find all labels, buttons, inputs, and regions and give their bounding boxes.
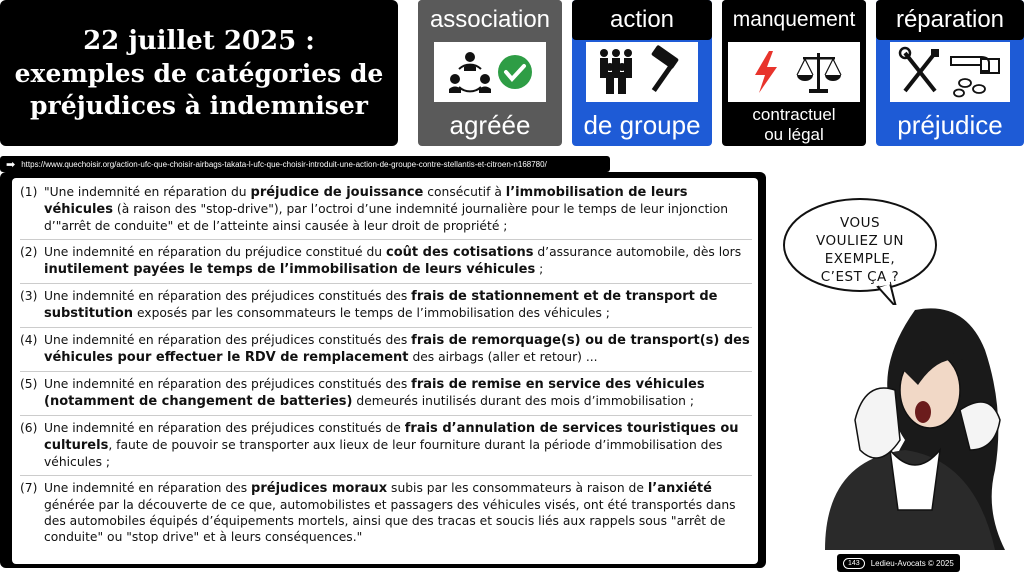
- item-number: (3): [20, 289, 38, 303]
- item-number: (1): [20, 185, 38, 199]
- panel-manquement: [722, 0, 866, 146]
- scales-icon: [797, 53, 841, 93]
- hand-coins-icon: [951, 57, 999, 97]
- item-number: (7): [20, 481, 38, 495]
- panel-association-subtitle: agréée: [449, 109, 531, 140]
- group-icon: [445, 47, 535, 97]
- item-text: [44, 332, 752, 366]
- item-text-part: Une indemnité en réparation des: [44, 481, 252, 495]
- item-text-bold: frais de stationnement et de transport de substitution: [44, 289, 718, 321]
- list-item: [20, 478, 752, 550]
- item-number: (4): [20, 333, 38, 347]
- speech-line-3: EXEMPLE,: [824, 251, 896, 267]
- source-url-bar[interactable]: [0, 156, 610, 172]
- item-text-bold: frais de remorquage(s) ou de transport(s) des véhicules pour effectuer le RDV de remplacement: [44, 333, 750, 365]
- panel-action-icons: [586, 42, 698, 102]
- lightning-icon: [755, 51, 777, 93]
- speech-line-1: VOUS: [839, 215, 881, 231]
- panel-action: [572, 0, 712, 146]
- panel-association-icons: [434, 42, 546, 102]
- item-text-bold: l’anxiété: [647, 481, 712, 496]
- item-text-bold: frais d’annulation de services touristiques ou culturels: [44, 421, 739, 453]
- panel-action-title: action: [572, 0, 712, 40]
- panel-association: [418, 0, 562, 146]
- speech-bubble-text: [800, 214, 920, 286]
- list-item: [20, 242, 752, 284]
- title-line-1: 22 juillet 2025 :: [83, 26, 315, 56]
- panel-reparation: [876, 0, 1024, 146]
- item-text-part: consécutif à: [423, 185, 506, 199]
- speech-line-4: C’EST ÇA ?: [820, 269, 900, 285]
- item-text: [44, 244, 752, 278]
- item-text: [44, 420, 752, 470]
- item-text-part: "Une indemnité en réparation du: [44, 185, 251, 199]
- panel-action-subtitle: de groupe: [583, 109, 701, 140]
- slide-title: [0, 0, 398, 146]
- item-text-bold: préjudice de jouissance: [250, 185, 424, 200]
- items-list: [12, 178, 758, 564]
- item-text-part: Une indemnité en réparation des préjudices constitués des: [44, 289, 412, 303]
- item-text-part: ;: [535, 262, 544, 276]
- item-text-part: Une indemnité en réparation du préjudice constitué du: [44, 245, 387, 259]
- main-content-box: [0, 172, 766, 568]
- panel-manquement-title: manquement: [722, 0, 866, 40]
- check-circle-icon: [498, 55, 532, 89]
- item-text-part: Une indemnité en réparation des préjudices constitués des: [44, 333, 412, 347]
- speech-line-2: VOULIEZ UN: [815, 233, 905, 249]
- item-text-part: (à raison des "stop-drive"), par l’octroi d’une indemnité journalière pour le temps de leur injonction d’"arrêt de conduite" et de l’atteinte ainsi causée à leur droit de propriété ;: [44, 202, 729, 233]
- title-line-3: préjudices à indemniser: [30, 91, 368, 120]
- item-text-part: Une indemnité en réparation des préjudices constitués des: [44, 377, 412, 391]
- gavel-icon: [651, 45, 679, 92]
- item-text: [44, 288, 752, 322]
- list-item: [20, 286, 752, 328]
- item-text: [44, 376, 752, 410]
- item-text-part: des airbags (aller et retour) ...: [408, 350, 598, 364]
- item-text: [44, 480, 752, 545]
- footer-credit: Ledieu-Avocats © 2025: [870, 558, 954, 568]
- panel-reparation-title: réparation: [876, 0, 1024, 40]
- item-text-bold: inutilement payées le temps de l’immobilisation de leurs véhicules: [44, 262, 536, 277]
- source-url[interactable]: https://www.quechoisir.org/action-ufc-que-choisir-airbags-takata-l-ufc-que-choisir-introduit-une-action-de-groupe-contre-stellantis-et-citroen-n168780/: [21, 159, 547, 169]
- item-text-bold: l’immobilisation de leurs véhicules: [44, 185, 688, 217]
- item-number: (2): [20, 245, 38, 259]
- panel-manquement-subtitle-2: ou légal: [764, 125, 824, 144]
- page-number: 143: [843, 558, 865, 569]
- item-number: (5): [20, 377, 38, 391]
- panel-reparation-icons: [890, 42, 1010, 102]
- list-item: [20, 418, 752, 476]
- item-text-part: demeurés inutilisés durant des mois d’immobilisation ;: [352, 394, 694, 408]
- panel-manquement-subtitle-1: contractuel: [752, 105, 836, 124]
- item-text-part: générée par la découverte de ce que, automobilistes et passagers des véhicules visés, ont été transportés dans des automobiles équipés d’équipements mortels, ainsi que des tracas et soucis liés aux rappels sous "arrêt de conduite" ou "stop drive" et à leurs conséquences.": [44, 498, 736, 544]
- item-text-bold: préjudices moraux: [251, 481, 388, 496]
- item-text-part: d’assurance automobile, dès lors: [533, 245, 742, 259]
- item-text: [44, 184, 752, 234]
- item-text-part: subis par les consommateurs à raison de: [387, 481, 648, 495]
- title-line-2: exemples de catégories de: [14, 59, 384, 88]
- item-text-part: Une indemnité en réparation des préjudices constitués de: [44, 421, 405, 435]
- crowd-icon: [600, 49, 632, 94]
- footer: [837, 554, 960, 572]
- list-item: [20, 182, 752, 240]
- list-item: [20, 374, 752, 416]
- item-text-bold: coût des cotisations: [386, 245, 534, 260]
- item-text-part: exposés par les consommateurs le temps de l’immobilisation des véhicules ;: [133, 306, 610, 320]
- arrow-right-icon: ➡: [6, 158, 16, 171]
- item-text-part: , faute de pouvoir se transporter aux lieux de leur fourniture durant la période d’immobilisation des véhicules ;: [44, 438, 723, 469]
- list-item: [20, 330, 752, 372]
- tools-icon: [900, 48, 939, 91]
- panel-association-title: association: [418, 0, 562, 40]
- panel-manquement-subtitle: [722, 104, 866, 146]
- item-number: (6): [20, 421, 38, 435]
- panel-reparation-subtitle: préjudice: [897, 109, 1003, 140]
- item-text-bold: frais de remise en service des véhicules (notamment de changement de batteries): [44, 377, 705, 409]
- panel-manquement-icons: [728, 42, 860, 102]
- lawyer-illustration: [795, 300, 1024, 550]
